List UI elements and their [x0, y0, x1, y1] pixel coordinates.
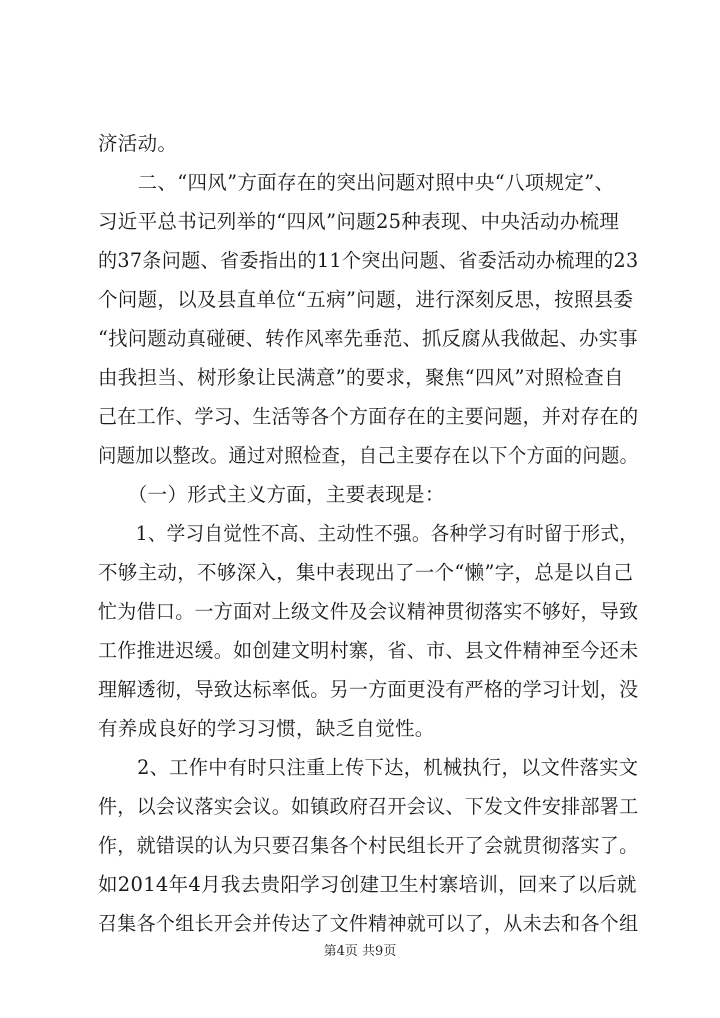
page-number-footer: 第4页 共9页: [323, 944, 397, 959]
text-line: 济活动。: [98, 132, 178, 155]
text-line: 有养成良好的学习习惯，缺乏自觉性。: [98, 717, 435, 740]
text-line: 件，以会议落实会议。如镇政府召开会议、下发文件安排部署工: [98, 795, 639, 818]
text-line: 召集各个组长开会并传达了文件精神就可以了，从未去和各个组: [98, 912, 639, 935]
text-line: 问题加以整改。通过对照检查，自己主要存在以下个方面的问题。: [98, 444, 639, 467]
text-line: 理解透彻，导致达标率低。另一方面更没有严格的学习计划，没: [98, 678, 639, 701]
text-line: 1、学习自觉性不高、主动性不强。各种学习有时留于形式，: [98, 522, 639, 545]
text-line: 己在工作、学习、生活等各个方面存在的主要问题，并对存在的: [98, 405, 639, 428]
text-line: 如2014年4月我去贵阳学习创建卫生村寨培训，回来了以后就: [98, 873, 637, 896]
text-line: 不够主动，不够深入，集中表现出了一个“懒”字，总是以自己: [98, 561, 634, 584]
text-line: 作，就错误的认为只要召集各个村民组长开了会就贯彻落实了。: [98, 834, 639, 857]
text-line: （一）形式主义方面，主要表现是：: [98, 483, 445, 506]
text-line: 的37条问题、省委指出的11个突出问题、省委活动办梳理的23: [98, 249, 639, 272]
text-line: 二、“四风”方面存在的突出问题对照中央“八项规定”、: [98, 171, 615, 194]
text-line: 工作推进迟缓。如创建文明村寨，省、市、县文件精神至今还未: [98, 639, 639, 662]
text-line: 由我担当、树形象让民满意”的要求，聚焦“四风”对照检查自: [98, 366, 624, 389]
text-line: 习近平总书记列举的“四风”问题25种表现、中央活动办梳理: [98, 210, 620, 233]
text-line: 个问题，以及县直单位“五病”问题，进行深刻反思，按照县委: [98, 288, 634, 311]
text-line: 忙为借口。一方面对上级文件及会议精神贯彻落实不够好，导致: [98, 600, 639, 623]
text-line: 2、工作中有时只注重上传下达，机械执行，以文件落实文: [98, 756, 639, 779]
text-line: “找问题动真碰硬、转作风率先垂范、抓反腐从我做起、办实事: [98, 327, 638, 350]
